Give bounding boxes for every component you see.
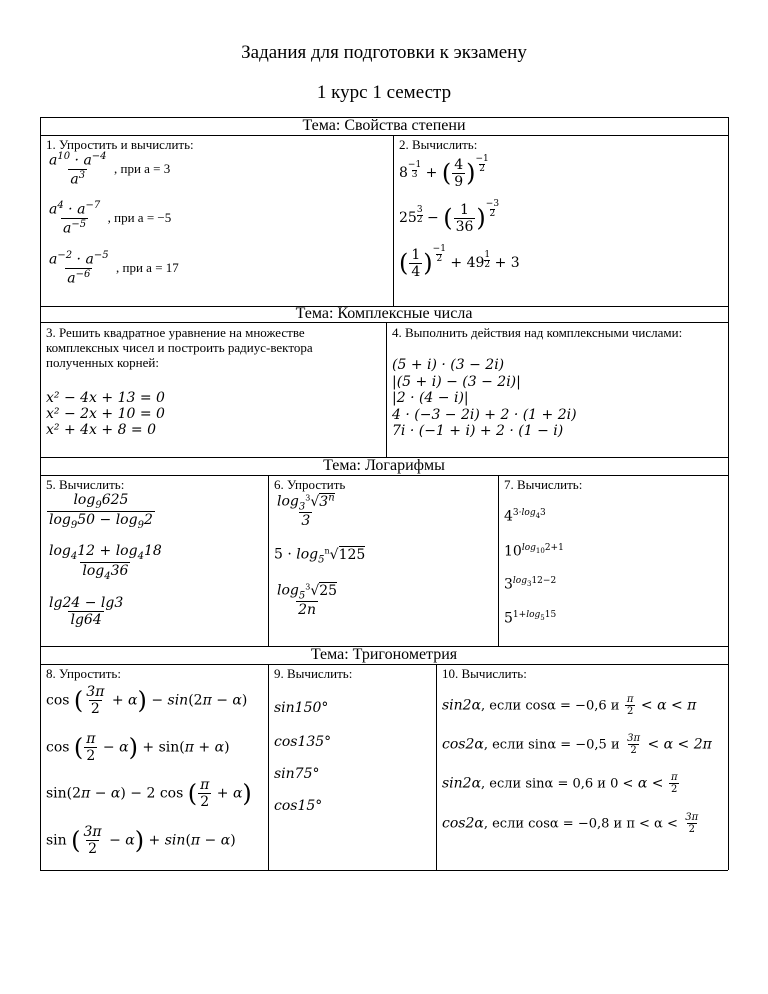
task-3-equations: [46, 390, 165, 438]
task-2-expr-1: 8 $\frac{-1}{3}$ + ( $\frac{4}{9}$ ) $\frac{-1}{2}$: [399, 154, 489, 190]
section-title-logarithms: Тема: Логарифмы: [323, 457, 445, 474]
task-8-expr-4: sin ( $\frac{3\pi}{2}$ − α) + sin(π − α): [46, 824, 236, 857]
task-5-heading: 5. Вычислить:: [46, 477, 125, 492]
section-title-complex: Тема: Комплексные числа: [295, 305, 473, 322]
task-9-expr-4: cos15°: [274, 798, 323, 814]
page-title: Задания для подготовки к экзамену: [241, 42, 527, 63]
task-8-expr-2: cos ( $\frac{\pi}{2}$ − α) + sin(π + α): [46, 731, 230, 764]
task-9-expr-1: sin150°: [274, 700, 329, 716]
task-4-expr-2: |(5 + i) − (3 − 2i)|: [392, 373, 521, 390]
task-10-expr-1: sin2α, если cosα = −0,6 и $\frac{\pi}{2}$ < α < π: [442, 694, 697, 717]
task-1-heading: 1. Упростить и вычислить:: [46, 137, 194, 152]
task-1-expr-3: $\frac{a^{-2} \cdot a^{-5}}{a^{-6}}$ , при a = 17: [49, 250, 179, 287]
task-5-expr-3: $\frac{\lg 24 - \lg 3}{\lg 64}$: [49, 595, 124, 628]
task-10-expr-4: cos2α, если cosα = −0,8 и π < α < $\frac{3\pi}{2}$: [442, 812, 699, 835]
task-4-expressions: [392, 357, 577, 440]
task-3-eq-3: x² + 4x + 8 = 0: [46, 422, 157, 438]
task-3-heading: 3. Решить квадратное уравнение на множестве комплексных чисел и построить радиус-вектора полученных корней:: [46, 325, 313, 370]
task-1-cond-2: при a = −5: [114, 210, 172, 226]
task-5-expr-1: $\frac{\log_9625}{\log_950 - \log_92}$: [49, 492, 153, 531]
task-8-expr-3: sin(2π − α) − 2 cos ( $\frac{\pi}{2}$ + α): [46, 777, 252, 810]
task-4-expr-1: (5 + i) · (3 − 2i): [392, 357, 505, 373]
task-1-expr-2: $\frac{a^4 \cdot a^{-7}}{a^{-5}}$ , при a = −5: [49, 200, 172, 237]
task-7-expr-2: $10^{log_{10}2+1}$: [504, 543, 564, 560]
task-10-expr-2: cos2α, если sinα = −0,5 и $\frac{3\pi}{2}$ < α < 2π: [442, 733, 712, 756]
task-4-heading: 4. Выполнить действия над комплексными числами:: [392, 325, 683, 340]
task-3-eq-1: x² − 4x + 13 = 0: [46, 390, 165, 406]
task-4-expr-4: 4 · (−3 − 2i) + 2 · (1 + 2i): [392, 406, 577, 423]
task-4-expr-5: 7i · (−1 + i) + 2 · (1 − i): [392, 423, 564, 439]
task-1-cond-3: при a = 17: [122, 260, 179, 276]
task-2-heading: 2. Вычислить:: [399, 137, 478, 152]
task-7-expr-4: $5^{1+log_515}$: [504, 610, 557, 627]
task-9-expr-2: cos135°: [274, 734, 332, 750]
task-5-expr-2: $\frac{\log_412 + \log_418}{\log_436}$: [49, 543, 162, 582]
task-9-expr-3: sin75°: [274, 766, 320, 782]
task-10-expr-3: sin2α, если sinα = 0,6 и 0 < α < $\frac{\pi}{2}$: [442, 772, 678, 795]
task-10-heading: 10. Вычислить:: [442, 666, 527, 681]
task-6-expr-1: $\frac{\log_3^3√3^n}{3}$: [277, 492, 335, 530]
task-6-expr-2: $5 \cdot \log_5^n√125$: [274, 546, 366, 566]
task-2-expr-3: ( $\frac{1}{4}$ ) $\frac{-1}{2}$ + 49 $\frac{1}{2}$ + 3: [399, 244, 520, 280]
task-1-cond-1: при a = 3: [120, 161, 171, 177]
page-subtitle: 1 курс 1 семестр: [316, 82, 452, 103]
task-1-expr-1: $\frac{a^{10} \cdot a^{-4}}{a^3}$ , при a = 3: [49, 151, 171, 188]
task-9-heading: 9. Вычислить:: [274, 666, 353, 681]
task-7-expr-3: $3^{log_312-2}$: [504, 576, 557, 593]
task-7-heading: 7. Вычислить:: [504, 477, 583, 492]
task-6-expr-3: $\frac{\log_5^3√25}{2n}$: [277, 582, 338, 619]
task-2-expr-2: 25 $\frac{3}{2}$ − ( $\frac{1}{36}$ ) $\frac{-3}{2}$: [399, 199, 500, 235]
section-title-powers: Тема: Свойства степени: [302, 117, 466, 134]
task-8-heading: 8. Упростить:: [46, 666, 121, 681]
task-3-eq-2: x² − 2x + 10 = 0: [46, 406, 165, 422]
task-7-expr-1: $4^{3\cdot log_43}$: [504, 508, 546, 525]
task-6-heading: 6. Упростить: [274, 477, 346, 492]
section-title-trigonometry: Тема: Тригонометрия: [310, 646, 458, 663]
task-4-expr-3: |2 · (4 − i)|: [392, 390, 469, 406]
task-8-expr-1: cos ( $\frac{3\pi}{2}$ + α) − sin(2π − α): [46, 684, 248, 717]
